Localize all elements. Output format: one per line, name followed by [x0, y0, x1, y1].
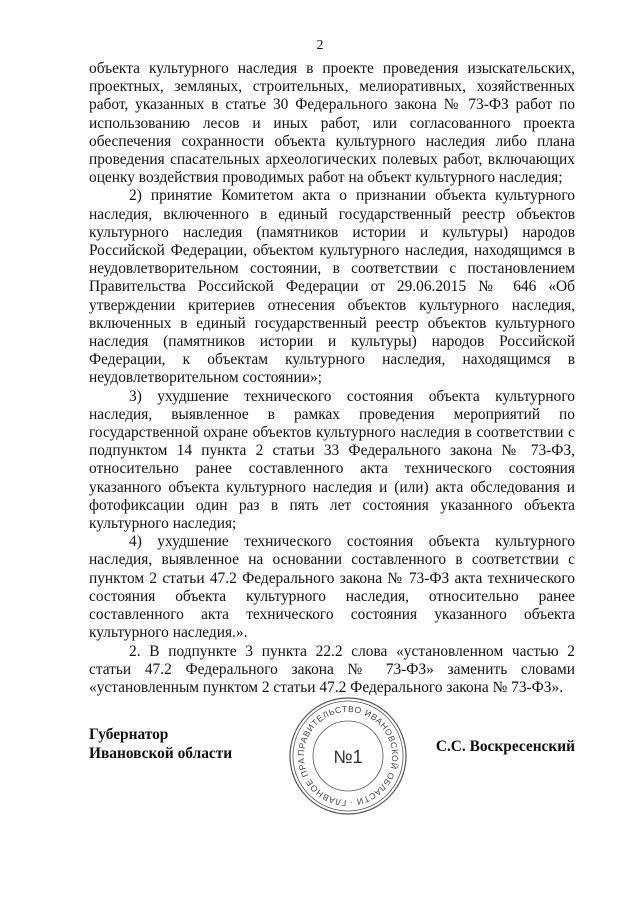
document-body [89, 60, 575, 697]
seal-ring-text: ПРАВИТЕЛЬСТВО ИВАНОВСКОЙ ОБЛАСТИ · ГЛАВНОЕ ПРА [295, 703, 401, 809]
signatory-title-line-2: Ивановской области [89, 745, 233, 762]
paragraph-continuation: объекта культурного наследия в проекте проведения изыскательских, проектных, земляных, строительных, мелиоративных, хозяйственных работ, указанных в статье 30 Федерального закона № 73-ФЗ работ по использованию лесов и иных работ, или согласованного проекта обеспечения сохранности объекта культурного наследия либо плана проведения спасательных археологических полевых работ, включающих оценку воздействия проводимых работ на объект культурного наследия; [89, 60, 575, 187]
signatory-name: С.С. Воскресенский [435, 738, 575, 755]
paragraph-item-3: 3) ухудшение технического состояния объекта культурного наследия, выявленное в рамках проведения мероприятий по государственной охране объектов культурного наследия в соответствии с подпунктом 14 пункта 2 статьи 33 Федерального закона № 73-ФЗ, относительно ранее составленного акта технического состояния указанного объекта культурного наследия и (или) акта обследования и фотофиксации один раз в пять лет состояния указанного объекта культурного наследия; [89, 387, 575, 533]
signatory-title-line-1: Губернатор [89, 726, 169, 743]
paragraph-item-2: 2) принятие Комитетом акта о признании объекта культурного наследия, включенного в единый государственный реестр объектов культурного наследия (памятников истории и культуры) народов Российской Федерации, объектом культурного наследия, находящимся в неудовлетворительном состоянии, в соответствии с постановлением Правительства Российской Федерации от 29.06.2015 № 646 «Об утверждении критериев отнесения объектов культурного наследия, включенных в единый государственный реестр объектов культурного наследия (памятников истории и культуры) народов Российской Федерации, к объектам культурного наследия, находящимся в неудовлетворительном состоянии»; [89, 187, 575, 387]
signature-block [89, 703, 575, 835]
official-seal [287, 695, 409, 817]
paragraph-point-2: 2. В подпункте 3 пункта 22.2 слова «установленном частью 2 статьи 47.2 Федерального закона № 73-ФЗ» заменить словами «установленным пунктом 2 статьи 47.2 Федерального закона № 73-ФЗ». [89, 642, 575, 696]
seal-center-text: №1 [333, 747, 363, 767]
paragraph-item-4: 4) ухудшение технического состояния объекта культурного наследия, выявленное на основании составленного в соответствии с пунктом 2 статьи 47.2 Федерального закона № 73-ФЗ акта технического состояния объекта культурного наследия, относительно ранее составленного акта технического состояния указанного объекта культурного наследия.». [89, 533, 575, 642]
page-number: 2 [316, 38, 324, 53]
seal-icon [287, 695, 409, 817]
signatory-title [89, 725, 232, 763]
